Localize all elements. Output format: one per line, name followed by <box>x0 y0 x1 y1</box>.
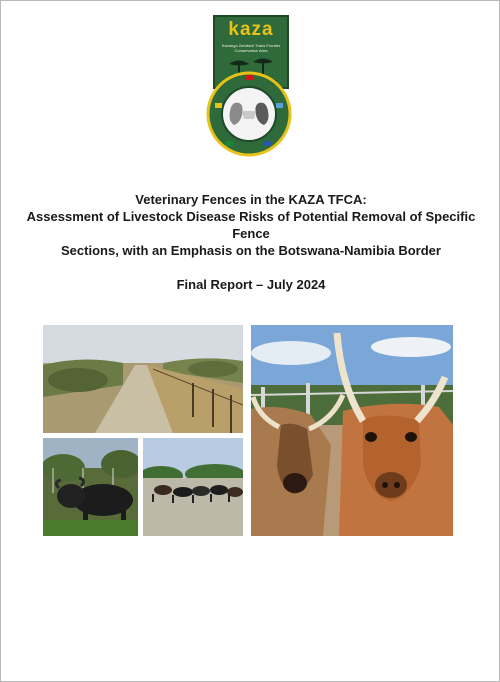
title-line-2: Assessment of Livestock Disease Risks of Potential Removal of Specific Fence <box>26 209 476 241</box>
title-line-3: Sections, with an Emphasis on the Botswana-Namibia Border <box>61 243 441 258</box>
report-date: Final Report – July 2024 <box>176 277 326 292</box>
kaza-logo <box>206 15 298 157</box>
logo-wordmark: kaza <box>228 19 274 40</box>
country-seal-icon <box>206 71 292 157</box>
fence-road-photo <box>43 325 243 433</box>
cattle-closeup-photo <box>251 325 453 536</box>
logo-tagline: Kavango Zambezi Trans Frontier Conservation Area <box>221 43 281 53</box>
buffalo-photo <box>43 438 138 536</box>
title-line-1: Veterinary Fences in the KAZA TFCA: <box>135 192 367 207</box>
report-title <box>21 191 481 259</box>
cattle-herd-photo <box>143 438 243 536</box>
